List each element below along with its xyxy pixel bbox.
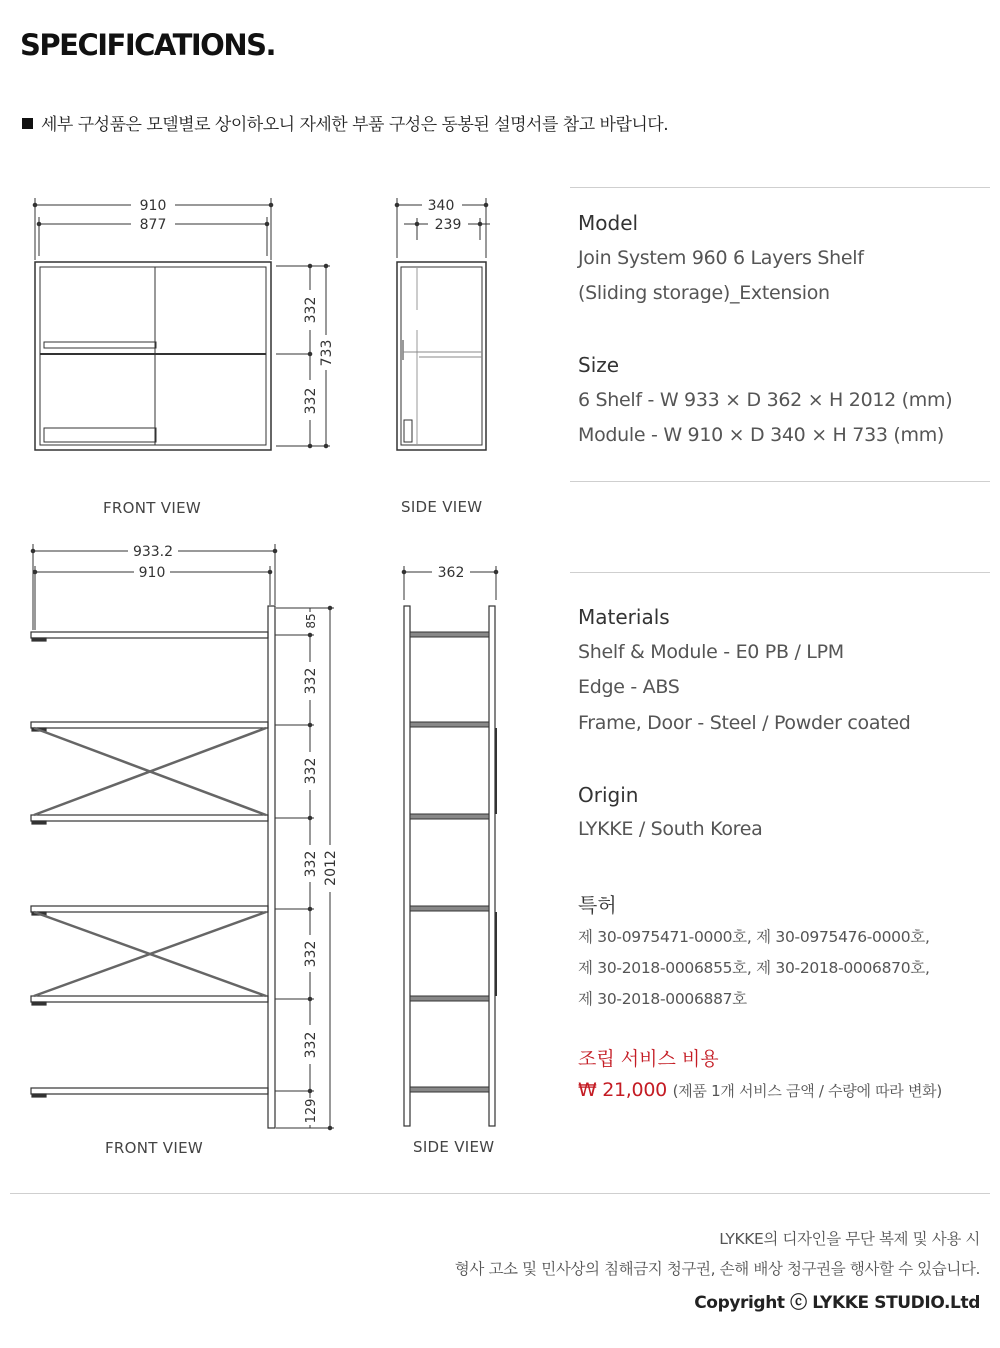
materials-heading: Materials xyxy=(578,605,670,629)
notice-label: 세부 구성품은 모델별로 상이하오니 자세한 부품 구성은 동봉된 설명서를 참고 바랍니다. xyxy=(41,115,669,135)
shelf-front-view xyxy=(31,544,334,1130)
materials-line-3: Frame, Door - Steel / Powder coated xyxy=(578,712,911,734)
module-side-view xyxy=(395,198,490,450)
model-line-2: (Sliding storage)_Extension xyxy=(578,282,830,304)
module-front-view xyxy=(33,198,330,450)
shelf-spacing-1: 332 xyxy=(303,667,319,695)
module-height-total: 733 xyxy=(319,339,335,367)
shelf-width-inner: 910 xyxy=(138,565,166,581)
shelf-spacing-3: 332 xyxy=(303,850,319,878)
assembly-heading: 조립 서비스 비용 xyxy=(578,1048,719,1070)
page-title: SPECIFICATIONS. xyxy=(20,28,275,62)
size-line-2: Module - W 910 × D 340 × H 733 (mm) xyxy=(578,424,945,446)
size-heading: Size xyxy=(578,353,620,377)
module-depth-outer: 340 xyxy=(427,198,455,214)
materials-line-2: Edge - ABS xyxy=(578,676,680,698)
divider xyxy=(570,572,990,573)
divider xyxy=(570,187,990,188)
shelf-spacing-5: 332 xyxy=(303,1031,319,1059)
model-heading: Model xyxy=(578,211,639,235)
module-depth-inner: 239 xyxy=(434,217,462,233)
patent-line-3: 제 30-2018-0006887호 xyxy=(578,990,747,1008)
shelf-front-view-label: FRONT VIEW xyxy=(105,1139,204,1157)
module-height-bottom: 332 xyxy=(303,387,319,415)
footer-copyright: Copyright ⓒ LYKKE STUDIO.Ltd xyxy=(694,1293,980,1313)
patent-line-1: 제 30-0975471-0000호, 제 30-0975476-0000호, xyxy=(578,928,930,946)
module-height-top: 332 xyxy=(303,296,319,324)
shelf-spacing-4: 332 xyxy=(303,940,319,968)
shelf-top-gap: 85 xyxy=(304,613,318,629)
module-side-view-label: SIDE VIEW xyxy=(401,498,483,516)
footer-divider xyxy=(10,1193,990,1194)
assembly-price: ₩ 21,000 xyxy=(578,1079,667,1101)
size-line-1: 6 Shelf - W 933 × D 362 × H 2012 (mm) xyxy=(578,389,953,411)
assembly-note: (제품 1개 서비스 금액 / 수량에 따라 변화) xyxy=(672,1082,942,1100)
module-width-inner: 877 xyxy=(139,217,167,233)
footer-line-1: LYKKE의 디자인을 무단 복제 및 사용 시 xyxy=(719,1230,980,1248)
dimension-drawings xyxy=(0,0,560,1180)
shelf-width-outer: 933.2 xyxy=(132,544,174,560)
shelf-spacing-2: 332 xyxy=(303,757,319,785)
model-line-1: Join System 960 6 Layers Shelf xyxy=(578,247,864,269)
divider xyxy=(570,481,990,482)
origin-heading: Origin xyxy=(578,783,639,807)
shelf-side-view xyxy=(402,566,498,1126)
materials-line-1: Shelf & Module - E0 PB / LPM xyxy=(578,641,844,663)
shelf-side-view-label: SIDE VIEW xyxy=(413,1138,495,1156)
shelf-depth: 362 xyxy=(437,565,465,581)
module-front-view-label: FRONT VIEW xyxy=(103,499,202,517)
patent-line-2: 제 30-2018-0006855호, 제 30-2018-0006870호, xyxy=(578,959,930,977)
shelf-height-total: 2012 xyxy=(323,850,339,886)
module-width-outer: 910 xyxy=(139,198,167,214)
footer-line-2: 형사 고소 및 민사상의 침해금지 청구권, 손해 배상 청구권을 행사할 수 있습니다. xyxy=(454,1260,980,1278)
assembly-price-row xyxy=(578,1079,942,1101)
origin-line-1: LYKKE / South Korea xyxy=(578,818,763,840)
patent-heading: 특허 xyxy=(578,893,617,917)
shelf-bottom-gap: 129 xyxy=(304,1098,319,1124)
